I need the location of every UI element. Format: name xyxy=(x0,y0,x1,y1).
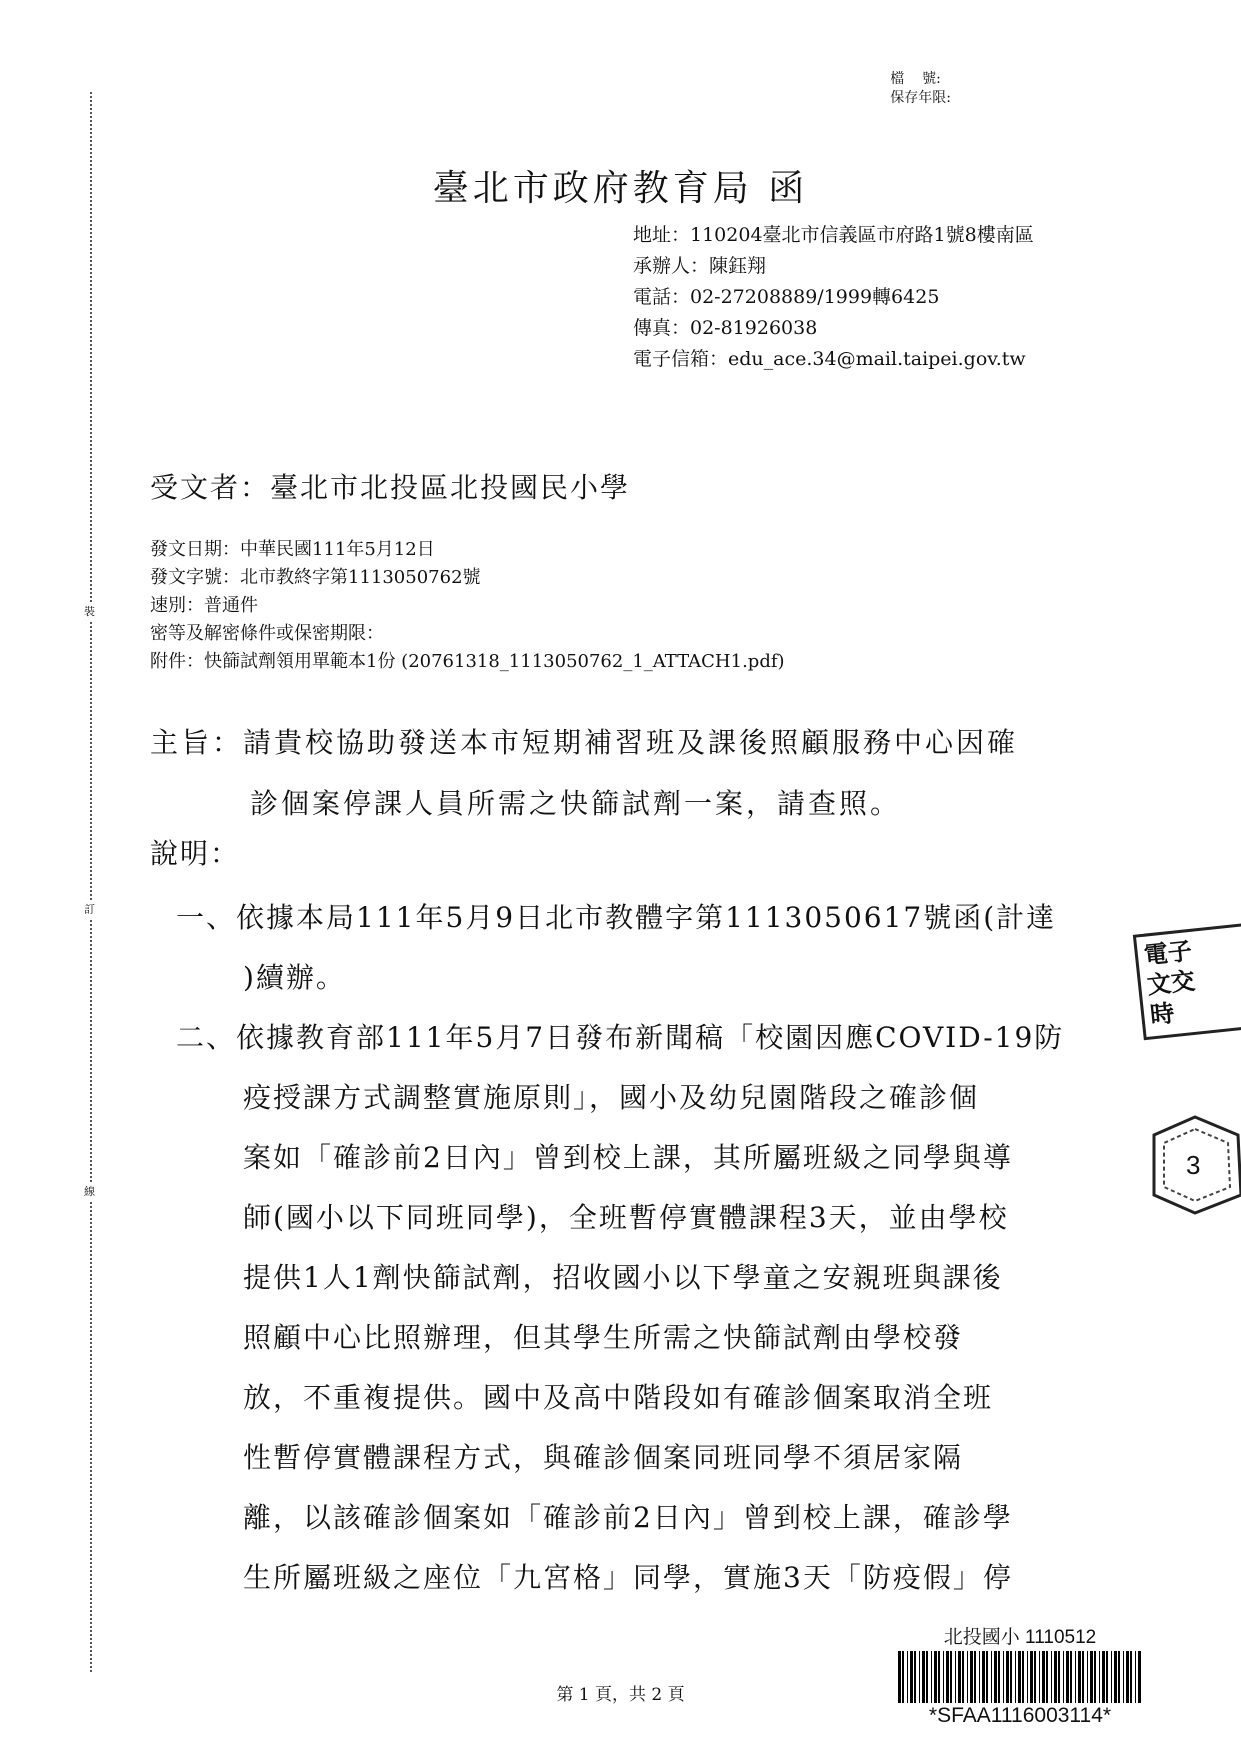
item-line: 疫授課方式調整實施原則」，國小及幼兒園階段之確診個 xyxy=(243,1081,980,1114)
e-exchange-stamp-text: 電子 文交 時 xyxy=(1142,935,1197,1030)
item-line: 離，以該確診個案如「確診前2日內」曾到校上課，確診學 xyxy=(243,1501,1013,1534)
document-number: 發文字號：北市教終字第1113050762號 xyxy=(150,567,481,588)
recipient: 受文者：臺北市北投區北投國民小學 xyxy=(150,471,631,504)
attachment: 附件：快篩試劑領用單範本1份 (20761318_1113050762_1_ATTACH1.pdf) xyxy=(150,651,785,672)
binding-mark-zhuang: 裝 xyxy=(84,605,95,618)
binding-line-mid xyxy=(90,622,92,900)
item-line: 二、依據教育部111年5月7日發布新聞稿「校園因應COVID-19防 xyxy=(176,1021,1065,1054)
barcode-block xyxy=(898,1622,1142,1728)
page-number: 第 1 頁，共 2 頁 xyxy=(556,1685,685,1705)
retention-label: 保存年限: xyxy=(890,90,951,106)
phone: 電話：02-27208889/1999轉6425 xyxy=(633,286,940,308)
barcode-bar xyxy=(1141,1651,1142,1703)
issue-date: 發文日期：中華民國111年5月12日 xyxy=(150,539,435,560)
subject xyxy=(150,712,1018,834)
item-line: 性暫停實體課程方式，與確診個案同班同學不須居家隔 xyxy=(243,1441,964,1474)
barcode-label: 北投國小 1110512 xyxy=(943,1627,1097,1648)
handler: 承辦人：陳鈺翔 xyxy=(633,255,767,277)
explanation-item-2 xyxy=(176,1008,1096,1608)
binding-mark-xian: 線 xyxy=(84,1185,95,1198)
file-number-label: 檔 號: xyxy=(890,71,941,87)
barcode xyxy=(898,1651,1142,1703)
document-title: 臺北市政府教育局 函 xyxy=(432,168,809,209)
subject-line-2: 診個案停課人員所需之快篩試劑一案，請查照。 xyxy=(250,787,902,820)
item-line: 照顧中心比照辦理，但其學生所需之快篩試劑由學校發 xyxy=(243,1321,964,1354)
binding-line-bottom xyxy=(90,1202,92,1672)
side-number: 3 xyxy=(1186,1150,1201,1180)
secrecy-level: 密等及解密條件或保密期限： xyxy=(150,623,384,644)
contact-block xyxy=(633,220,1103,375)
fax: 傳真：02-81926038 xyxy=(633,317,818,339)
item-line: 一、依據本局111年5月9日北市教體字第1113050617號函(計達 xyxy=(176,901,1057,934)
subject-line-1: 主旨：請貴校協助發送本市短期補習班及課後照顧服務中心因確 xyxy=(150,726,1019,759)
binding-mark-ding: 訂 xyxy=(84,903,95,916)
document-meta xyxy=(150,536,785,676)
item-line: )續辦。 xyxy=(243,961,346,994)
item-line: 師(國小以下同班同學)，全班暫停實體課程3天，並由學校 xyxy=(243,1201,1009,1234)
speed-class: 速別：普通件 xyxy=(150,595,258,616)
item-line: 提供1人1劑快篩試劑，招收國小以下學童之安親班與課後 xyxy=(243,1261,1003,1294)
explanation-label: 說明： xyxy=(150,837,241,870)
item-line: 生所屬班級之座位「九宮格」同學，實施3天「防疫假」停 xyxy=(243,1561,1013,1594)
item-line: 案如「確診前2日內」曾到校上課，其所屬班級之同學與導 xyxy=(243,1141,1013,1174)
email: 電子信箱：edu_ace.34@mail.taipei.gov.tw xyxy=(633,348,1026,370)
e-exchange-stamp xyxy=(1133,922,1241,1041)
address: 地址：110204臺北市信義區市府路1號8樓南區 xyxy=(633,224,1034,246)
binding-line-lower xyxy=(90,920,92,1182)
archive-info xyxy=(890,70,951,108)
explanation-item-1 xyxy=(176,888,1096,1008)
item-line: 放，不重複提供。國中及高中階段如有確診個案取消全班 xyxy=(243,1381,994,1414)
barcode-code: *SFAA1116003114* xyxy=(928,1704,1112,1727)
